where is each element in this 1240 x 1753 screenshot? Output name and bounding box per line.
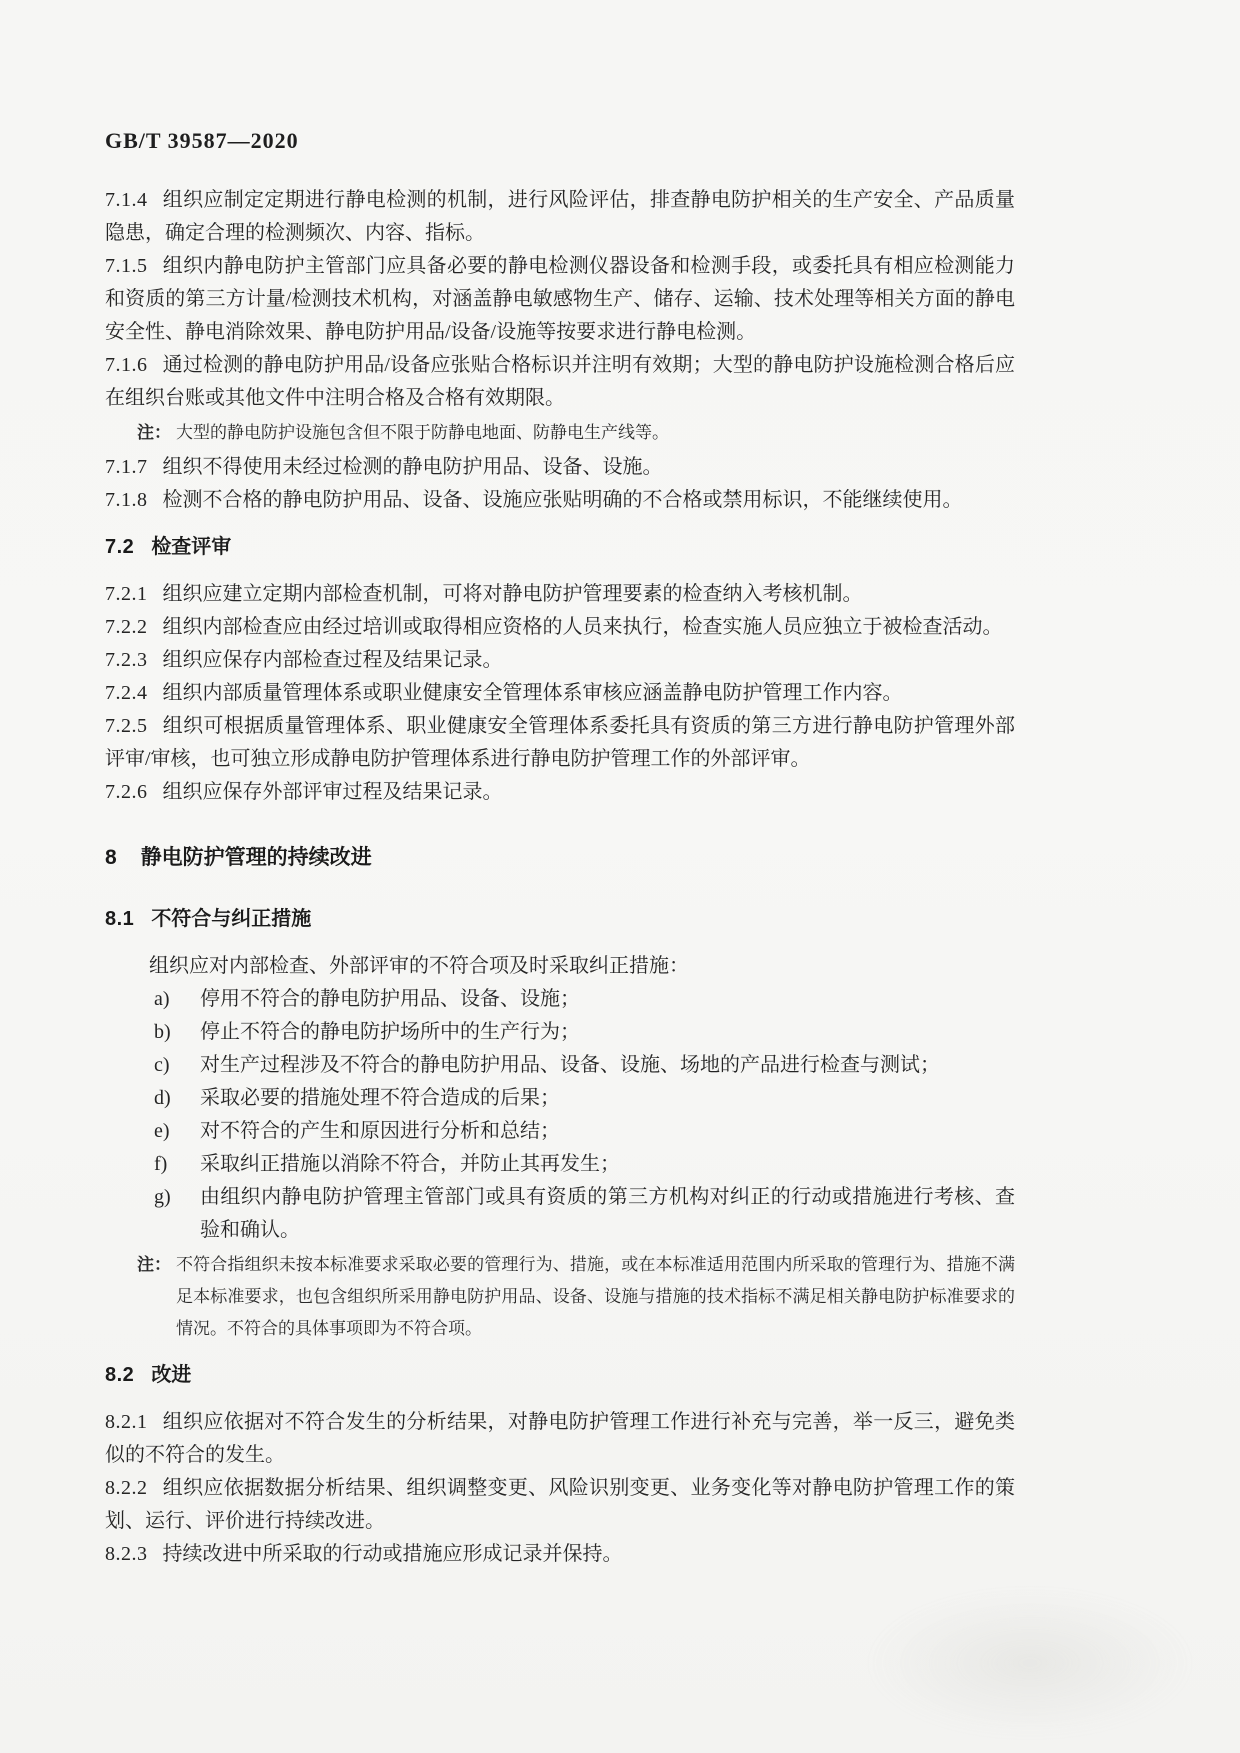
list-item-letter: f) bbox=[154, 1153, 168, 1175]
note-8-1 bbox=[137, 1249, 1015, 1345]
list-item-text: 停用不符合的静电防护用品、设备、设施； bbox=[200, 988, 580, 1010]
clause-number: 8.2.2 bbox=[105, 1477, 148, 1499]
note-label: 注： bbox=[137, 423, 171, 442]
list-item-e bbox=[105, 1115, 1015, 1148]
section-heading-8-2 bbox=[105, 1359, 1015, 1392]
clause-number: 7.1.7 bbox=[105, 456, 148, 478]
list-item-letter: d) bbox=[154, 1087, 171, 1109]
section-title: 不符合与纠正措施 bbox=[151, 908, 312, 930]
clause-7-1-8 bbox=[105, 484, 1015, 517]
clause-7-2-1 bbox=[105, 578, 1015, 611]
section-heading-7-2 bbox=[105, 531, 1015, 564]
clause-7-1-6 bbox=[105, 349, 1015, 415]
clause-text: 组织应建立定期内部检查机制，可将对静电防护管理要素的检查纳入考核机制。 bbox=[162, 583, 863, 605]
list-item-letter: e) bbox=[154, 1120, 170, 1142]
section-title: 改进 bbox=[151, 1364, 192, 1386]
scan-watermark-smudge bbox=[865, 1588, 1195, 1738]
clause-text: 组织内部质量管理体系或职业健康安全管理体系审核应涵盖静电防护管理工作内容。 bbox=[162, 682, 903, 704]
clause-7-1-4 bbox=[105, 184, 1015, 250]
note-text: 大型的静电防护设施包含但不限于防静电地面、防静电生产线等。 bbox=[176, 423, 669, 442]
standard-number-header: GB/T 39587—2020 bbox=[105, 128, 299, 153]
clause-text: 检测不合格的静电防护用品、设备、设施应张贴明确的不合格或禁用标识，不能继续使用。 bbox=[162, 489, 963, 511]
clause-text: 组织不得使用未经过检测的静电防护用品、设备、设施。 bbox=[162, 456, 663, 478]
clause-number: 7.1.5 bbox=[105, 255, 148, 277]
clause-7-2-6 bbox=[105, 776, 1015, 809]
list-item-d bbox=[105, 1082, 1015, 1115]
clause-8-2-2 bbox=[105, 1472, 1015, 1538]
section-number: 7.2 bbox=[105, 536, 135, 558]
list-item-b bbox=[105, 1016, 1015, 1049]
clause-number: 8.2.1 bbox=[105, 1411, 148, 1433]
clause-text: 组织应保存外部评审过程及结果记录。 bbox=[162, 781, 503, 803]
clause-number: 7.2.6 bbox=[105, 781, 148, 803]
clause-text: 组织内部检查应由经过培训或取得相应资格的人员来执行，检查实施人员应独立于被检查活动。 bbox=[162, 616, 1003, 638]
list-item-letter: g) bbox=[154, 1186, 171, 1208]
clause-7-1-5 bbox=[105, 250, 1015, 349]
clause-number: 7.2.4 bbox=[105, 682, 148, 704]
clause-number: 7.2.3 bbox=[105, 649, 148, 671]
clause-number: 7.1.4 bbox=[105, 189, 148, 211]
list-item-letter: b) bbox=[154, 1021, 171, 1043]
note-label: 注： bbox=[137, 1255, 171, 1274]
list-item-f bbox=[105, 1148, 1015, 1181]
clause-number: 7.2.5 bbox=[105, 715, 148, 737]
clause-7-2-3 bbox=[105, 644, 1015, 677]
section-title: 检查评审 bbox=[151, 536, 232, 558]
clause-text: 组织应制定定期进行静电检测的机制，进行风险评估，排查静电防护相关的生产安全、产品质量隐患，确定合理的检测频次、内容、指标。 bbox=[105, 189, 1015, 244]
section-number: 8.1 bbox=[105, 908, 135, 930]
clause-text: 组织应依据对不符合发生的分析结果，对静电防护管理工作进行补充与完善，举一反三，避免类似的不符合的发生。 bbox=[105, 1411, 1015, 1466]
clause-8-2-1 bbox=[105, 1406, 1015, 1472]
list-intro-paragraph: 组织应对内部检查、外部评审的不符合项及时采取纠正措施： bbox=[149, 955, 689, 977]
chapter-heading-8 bbox=[105, 841, 1015, 874]
clause-number: 7.1.6 bbox=[105, 354, 148, 376]
list-item-text: 对不符合的产生和原因进行分析和总结； bbox=[200, 1120, 560, 1142]
list-item-letter: c) bbox=[154, 1054, 170, 1076]
clause-text: 组织应依据数据分析结果、组织调整变更、风险识别变更、业务变化等对静电防护管理工作的策划、运行、评价进行持续改进。 bbox=[105, 1477, 1015, 1532]
clause-number: 7.2.2 bbox=[105, 616, 148, 638]
clause-text: 组织内静电防护主管部门应具备必要的静电检测仪器设备和检测手段，或委托具有相应检测能力和资质的第三方计量/检测技术机构，对涵盖静电敏感物生产、储存、运输、技术处理等相关方面的静电安全性、静电消除效果、静电防护用品/设备/设施等按要求进行静电检测。 bbox=[105, 255, 1015, 343]
list-item-c bbox=[105, 1049, 1015, 1082]
list-item-text: 停止不符合的静电防护场所中的生产行为； bbox=[200, 1021, 580, 1043]
list-item-text: 采取必要的措施处理不符合造成的后果； bbox=[200, 1087, 560, 1109]
list-item-letter: a) bbox=[154, 988, 170, 1010]
list-item-text: 采取纠正措施以消除不符合，并防止其再发生； bbox=[200, 1153, 620, 1175]
clause-text: 持续改进中所采取的行动或措施应形成记录并保持。 bbox=[162, 1543, 623, 1565]
chapter-number: 8 bbox=[105, 846, 117, 869]
clause-7-1-7 bbox=[105, 451, 1015, 484]
clause-number: 7.1.8 bbox=[105, 489, 148, 511]
clause-text: 组织可根据质量管理体系、职业健康安全管理体系委托具有资质的第三方进行静电防护管理外部评审/审核，也可独立形成静电防护管理体系进行静电防护管理工作的外部评审。 bbox=[105, 715, 1015, 770]
list-item-text: 由组织内静电防护管理主管部门或具有资质的第三方机构对纠正的行动或措施进行考核、查验和确认。 bbox=[200, 1186, 1015, 1241]
clause-text: 组织应保存内部检查过程及结果记录。 bbox=[162, 649, 503, 671]
section-heading-8-1 bbox=[105, 903, 1015, 936]
note-text: 不符合指组织未按本标准要求采取必要的管理行为、措施，或在本标准适用范围内所采取的管理行为、措施不满足本标准要求，也包含组织所采用静电防护用品、设备、设施与措施的技术指标不满足相关静电防护标准要求的情况。不符合的具体事项即为不符合项。 bbox=[176, 1255, 1015, 1338]
clause-7-2-2 bbox=[105, 611, 1015, 644]
chapter-title: 静电防护管理的持续改进 bbox=[140, 846, 372, 869]
clause-7-2-5 bbox=[105, 710, 1015, 776]
clause-8-2-3 bbox=[105, 1538, 1015, 1571]
clause-7-2-4 bbox=[105, 677, 1015, 710]
clause-number: 7.2.1 bbox=[105, 583, 148, 605]
list-item-a bbox=[105, 983, 1015, 1016]
list-item-g bbox=[105, 1181, 1015, 1247]
clause-text: 通过检测的静电防护用品/设备应张贴合格标识并注明有效期；大型的静电防护设施检测合格后应在组织台账或其他文件中注明合格及合格有效期限。 bbox=[105, 354, 1015, 409]
list-item-text: 对生产过程涉及不符合的静电防护用品、设备、设施、场地的产品进行检查与测试； bbox=[200, 1054, 940, 1076]
clause-number: 8.2.3 bbox=[105, 1543, 148, 1565]
note-7-1-6 bbox=[137, 417, 1015, 449]
section-number: 8.2 bbox=[105, 1364, 135, 1386]
